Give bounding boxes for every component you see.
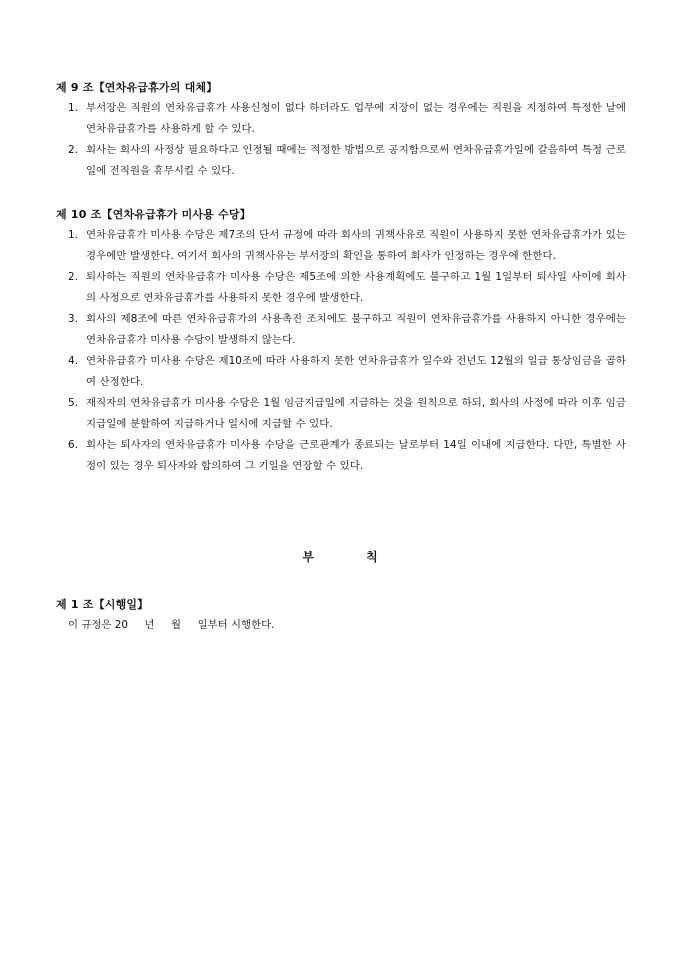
item-text: 회사는 회사의 사정상 필요하다고 인정될 때에는 적정한 방법으로 공지함으로써 연차유급휴가일에 갈음하여 특정 근로일에 전직원을 휴무시킬 수 있다. bbox=[86, 144, 626, 177]
effective-date-text: 이 규정은 20 년 월 일부터 시행한다. bbox=[68, 619, 275, 631]
item-text: 연차유급휴가 미사용 수당은 제7조의 단서 규정에 따라 회사의 귀책사유로 직원이 사용하지 못한 연차유급휴가가 있는 경우에만 발생한다. 여기서 회사의 귀책사유는 부서장의 확인을 통하여 회사가 인정하는 경우에 한한다. bbox=[86, 229, 626, 262]
item-text: 재직자의 연차유급휴가 미사용 수당은 1월 임금지급일에 지급하는 것을 원칙으로 하되, 회사의 사정에 따라 이후 임금지급일에 분할하여 지급하거나 일시에 지급할 수 있다. bbox=[86, 397, 626, 430]
appendix-heading: 부 칙 bbox=[302, 550, 402, 564]
appendix-article-1 bbox=[56, 597, 626, 634]
article-title: 제 1 조【시행일】 bbox=[56, 598, 149, 611]
article-10 bbox=[56, 207, 626, 477]
item-text: 연차유급휴가 미사용 수당은 제10조에 따라 사용하지 못한 연차유급휴가 일수와 전년도 12월의 일급 통상임금을 곱하여 산정한다. bbox=[86, 355, 626, 388]
item-number: 5. bbox=[68, 397, 79, 409]
list-item bbox=[56, 435, 626, 477]
item-text: 회사는 퇴사자의 연차유급휴가 미사용 수당을 근로관계가 종료되는 날로부터 14일 이내에 지급한다. 다만, 특별한 사정이 있는 경우 퇴사자와 합의하여 그 기일을 연장할 수 있다. bbox=[86, 439, 626, 472]
list-item bbox=[56, 267, 626, 309]
item-number: 2. bbox=[68, 271, 79, 283]
item-text: 회사의 제8조에 따른 연차유급휴가의 사용촉진 조치에도 불구하고 직원이 연차유급휴가를 사용하지 아니한 경우에는 연차유급휴가 미사용 수당이 발생하지 않는다. bbox=[86, 313, 626, 346]
item-number: 1. bbox=[68, 102, 79, 114]
article-9 bbox=[56, 80, 626, 182]
item-number: 3. bbox=[68, 313, 79, 325]
item-number: 4. bbox=[68, 355, 79, 367]
item-text: 퇴사하는 직원의 연차유급휴가 미사용 수당은 제5조에 의한 사용계획에도 불구하고 1월 1일부터 퇴사일 사이에 회사의 사정으로 연차유급휴가를 사용하지 못한 경우에 발생한다. bbox=[86, 271, 626, 304]
list-item bbox=[56, 98, 626, 140]
list-item bbox=[56, 309, 626, 351]
item-text: 부서장은 직원의 연차유급휴가 사용신청이 없다 하더라도 업무에 지장이 없는 경우에는 직원을 지정하여 특정한 날에 연차유급휴가를 사용하게 할 수 있다. bbox=[86, 102, 626, 135]
item-number: 6. bbox=[68, 439, 79, 451]
article-title: 제 9 조【연차유급휴가의 대체】 bbox=[56, 81, 218, 94]
list-item bbox=[56, 140, 626, 182]
list-item bbox=[56, 393, 626, 435]
list-item bbox=[56, 351, 626, 393]
article-title: 제 10 조【연차유급휴가 미사용 수당】 bbox=[56, 208, 251, 221]
item-number: 1. bbox=[68, 229, 79, 241]
item-number: 2. bbox=[68, 144, 79, 156]
list-item bbox=[56, 225, 626, 267]
